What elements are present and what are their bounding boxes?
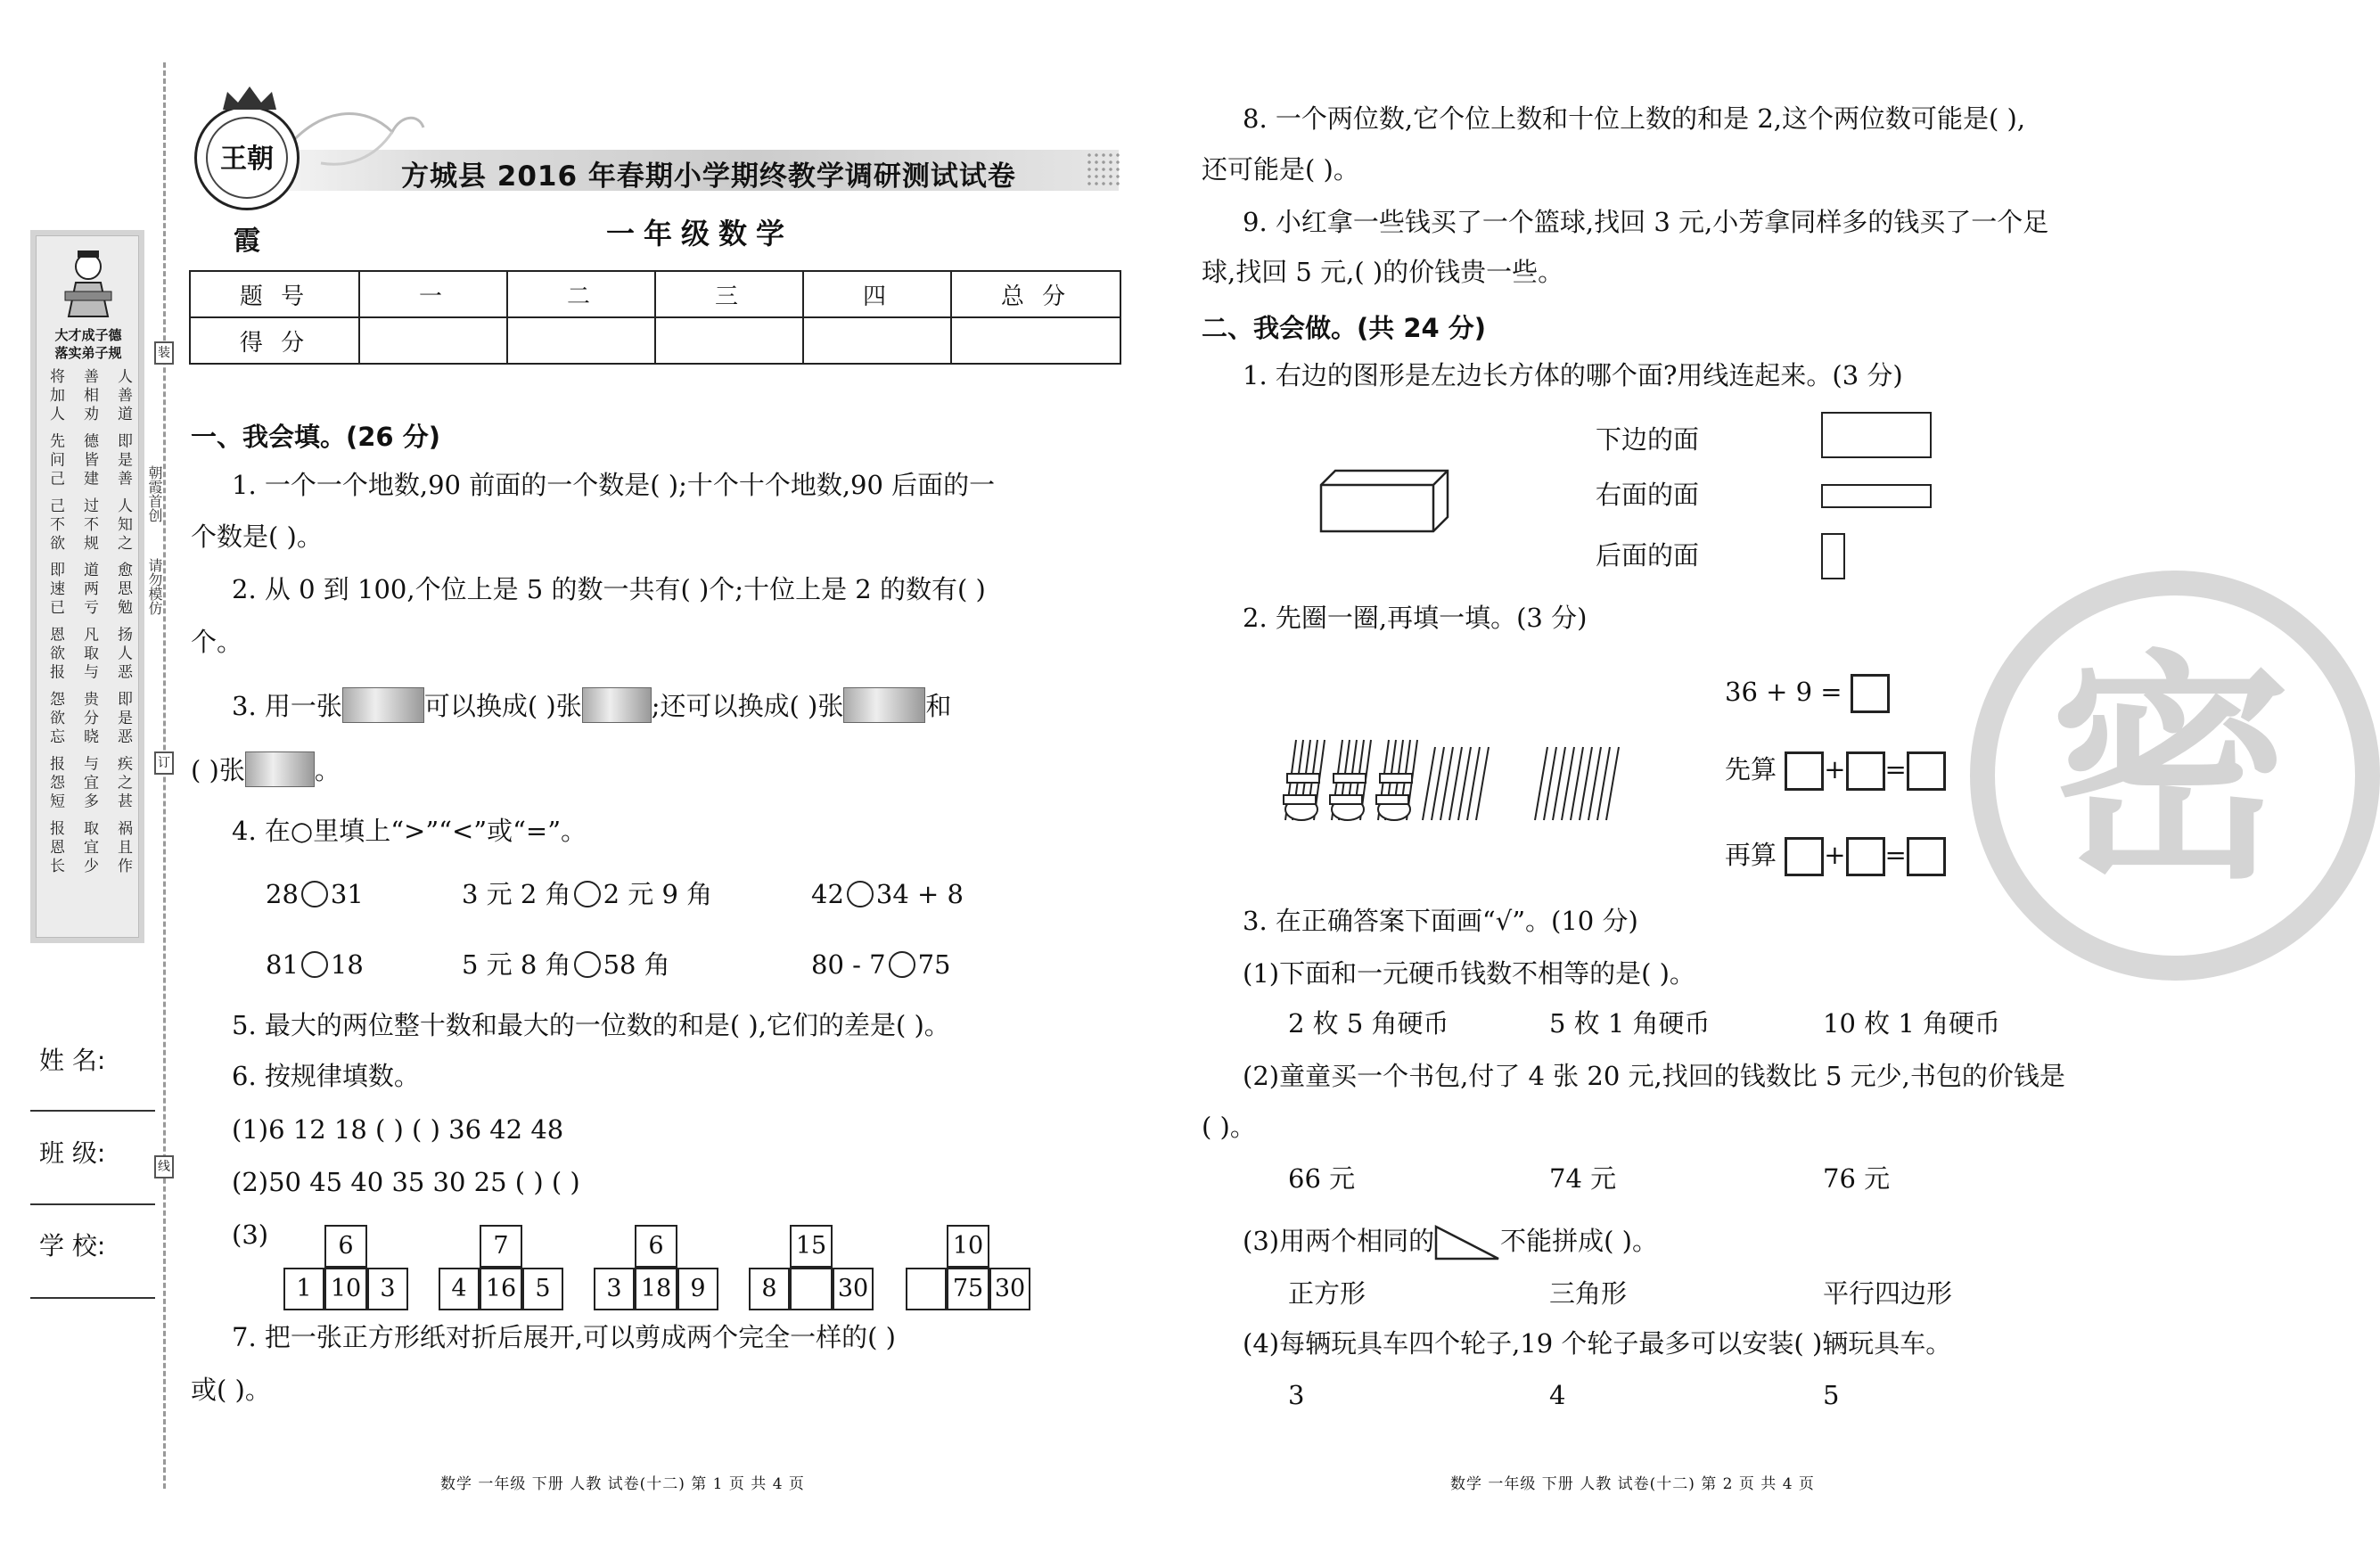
face-shape-tall-rect[interactable] (1821, 533, 1845, 579)
option[interactable]: 3 (1288, 1380, 1305, 1410)
pyramid-cell: 30 (989, 1268, 1030, 1310)
option[interactable]: 平行四边形 (1823, 1278, 1953, 1309)
p2-q1: 1. 右边的图形是左边长方体的哪个面?用线连起来。(3 分) (1243, 360, 1903, 390)
banknote-50-icon (342, 687, 424, 723)
sidebar-panel (30, 230, 144, 943)
score-header-cell: 题 号 (190, 271, 359, 317)
exam-subtitle: 一年级数学 (606, 217, 794, 250)
vertical-note-1: 朝霞首创 (146, 465, 163, 522)
score-input-cell[interactable] (803, 317, 951, 364)
answer-box[interactable] (1846, 751, 1885, 791)
banknote-10-icon (582, 687, 652, 723)
q6-seq2: (2)50 45 40 35 30 25 ( ) ( ) (232, 1167, 580, 1197)
q6-prompt: 6. 按规律填数。 (232, 1061, 420, 1091)
logo-text: 王朝霞 (206, 117, 288, 199)
binding-cut-line (163, 62, 166, 1489)
q4-prompt: 4. 在○里填上“>”“<”或“=”。 (232, 816, 587, 846)
compare-circle[interactable] (889, 951, 915, 978)
sidebar-title-1: 大才成子德 (54, 327, 122, 343)
answer-box[interactable] (1785, 837, 1824, 876)
pyramid-cell: 3 (367, 1268, 408, 1310)
scholar-figure-icon (62, 247, 115, 318)
score-label-cell: 得 分 (190, 317, 359, 364)
pyramid-top: 7 (480, 1225, 522, 1268)
compare-circle[interactable] (301, 881, 328, 907)
q1-line2: 个数是( )。 (191, 521, 323, 552)
q3-text-f: 。 (314, 755, 341, 785)
compare-circle[interactable] (574, 881, 601, 907)
score-table (189, 270, 1121, 365)
q9-line1: 9. 小红拿一些钱买了一个篮球,找回 3 元,小芳拿同样多的钱买了一个足 (1243, 207, 2049, 237)
pyramid-cell: 1 (283, 1268, 324, 1310)
score-input-cell[interactable] (655, 317, 803, 364)
q3-text-b: 可以换成( )张 (423, 691, 582, 721)
part1-heading: 一、我会填。(26 分) (191, 422, 440, 452)
q3-text-c: ;还可以换成( )张 (651, 691, 844, 721)
q6-seq3-label: (3) (232, 1219, 269, 1250)
pyramid-cell: 75 (947, 1268, 989, 1310)
q6-seq1: (1)6 12 18 ( ) ( ) 36 42 48 (232, 1114, 564, 1145)
option[interactable]: 5 (1823, 1380, 1840, 1410)
class-field[interactable] (30, 1203, 155, 1205)
q8-line2: 还可能是( )。 (1202, 154, 1359, 185)
score-input-cell[interactable] (951, 317, 1120, 364)
p2-q3-s2-line1: (2)童童买一个书包,付了 4 张 20 元,找回的钱数比 5 元少,书包的价钱是 (1243, 1061, 2065, 1091)
answer-box[interactable] (1846, 837, 1885, 876)
pyramid-top: 6 (324, 1225, 367, 1268)
pyramid-top: 15 (790, 1225, 833, 1268)
compare-circle[interactable] (301, 951, 328, 978)
pyramid-cell: 9 (677, 1268, 718, 1310)
option[interactable]: 10 枚 1 角硬币 (1823, 1008, 2001, 1039)
q3-text-d: 和 (925, 691, 952, 721)
binding-mark-ding: 订 (154, 751, 174, 775)
school-label: 学 校: (39, 1231, 106, 1260)
q3-line2 (191, 754, 341, 790)
compare-item: 28 31 (266, 879, 364, 909)
stick-bundles-figure (1275, 731, 1685, 829)
class-label: 班 级: (39, 1138, 106, 1168)
cuboid-figure (1317, 467, 1451, 537)
banknote-5-icon (245, 751, 315, 787)
title-band-dots (1086, 152, 1121, 187)
option[interactable]: 74 元 (1549, 1163, 1617, 1194)
pyramid-answer-cell[interactable] (790, 1268, 833, 1310)
second-step-row: 再算 + = (1725, 837, 1946, 876)
option[interactable]: 66 元 (1288, 1163, 1356, 1194)
pyramid-cell: 30 (833, 1268, 874, 1310)
answer-box[interactable] (1907, 837, 1946, 876)
watermark-seal-char: 密 (2050, 630, 2291, 911)
first-step-label: 先算 (1725, 754, 1777, 784)
q7-line1: 7. 把一张正方形纸对折后展开,可以剪成两个完全一样的( ) (232, 1322, 896, 1352)
pyramid-cell: 16 (480, 1268, 522, 1310)
school-field[interactable] (30, 1297, 155, 1299)
publisher-logo (194, 105, 300, 257)
face-label-back: 后面的面 (1596, 540, 1700, 571)
answer-box[interactable] (1907, 751, 1946, 791)
score-header-cell: 总 分 (951, 271, 1120, 317)
compare-item: 42 34 + 8 (811, 879, 964, 909)
footer-right: 数学 一年级 下册 人教 试卷(十二) 第 2 页 共 4 页 (1450, 1475, 1815, 1493)
name-label: 姓 名: (39, 1046, 106, 1075)
crown-icon (218, 85, 281, 111)
p2-q3-s3: (3)用两个相同的 不能拼成( )。 (1243, 1225, 1658, 1260)
compare-item: 81 18 (266, 949, 364, 980)
p2-q3: 3. 在正确答案下面画“√”。(10 分) (1243, 906, 1638, 936)
compare-item: 5 元 8 角 58 角 (462, 949, 670, 980)
part2-heading: 二、我会做。(共 24 分) (1202, 313, 1487, 343)
sidebar-maxims (44, 368, 135, 921)
vertical-note-2: 请勿模仿 (146, 558, 163, 615)
banknote-20-icon (843, 687, 925, 723)
face-label-bottom: 下边的面 (1596, 424, 1700, 455)
score-table-score-row (190, 317, 1120, 364)
pyramid-cell: 8 (749, 1268, 790, 1310)
pyramid-cell: 10 (324, 1268, 367, 1310)
footer-left: 数学 一年级 下册 人教 试卷(十二) 第 1 页 共 4 页 (440, 1475, 805, 1493)
q3-line1 (232, 690, 951, 726)
second-step-label: 再算 (1725, 840, 1777, 870)
compare-circle[interactable] (574, 951, 601, 978)
compare-item: 3 元 2 角 2 元 9 角 (462, 879, 713, 909)
exam-title: 方城县 2016 年春期小学期终教学调研测试试卷 (401, 160, 1016, 193)
answer-box[interactable] (1851, 674, 1890, 713)
q2-line2: 个。 (191, 627, 243, 657)
option[interactable]: 76 元 (1823, 1163, 1891, 1194)
pyramid-top: 6 (635, 1225, 677, 1268)
option[interactable]: 5 枚 1 角硬币 (1549, 1008, 1711, 1039)
pyramid-cell: 3 (594, 1268, 635, 1310)
pyramid-cell: 5 (522, 1268, 563, 1310)
score-input-cell[interactable] (507, 317, 655, 364)
binding-mark-xian: 线 (154, 1155, 174, 1178)
name-field[interactable] (30, 1110, 155, 1112)
first-step-row: 先算 + = (1725, 751, 1946, 791)
maxim-col-3: 人善道 即是善 人知之 愈思勉 扬人恶 即是恶 疾之甚 祸且作 (114, 368, 132, 876)
sidebar-title-2: 落实弟子规 (54, 345, 122, 361)
right-triangle-icon (1434, 1225, 1500, 1260)
score-header-cell: 二 (507, 271, 655, 317)
q3-text-e: ( )张 (191, 755, 245, 785)
score-input-cell[interactable] (359, 317, 507, 364)
compare-circle[interactable] (847, 881, 874, 907)
q9-line2: 球,找回 5 元,( )的价钱贵一些。 (1202, 257, 1564, 287)
q3-text-a: 3. 用一张 (232, 691, 342, 721)
option[interactable]: 2 枚 5 角硬币 (1288, 1008, 1449, 1039)
compare-item: 80 - 7 75 (811, 949, 951, 980)
face-shape-thin-rect[interactable] (1821, 484, 1932, 508)
score-header-cell: 四 (803, 271, 951, 317)
face-label-right: 右面的面 (1596, 480, 1700, 510)
p2-q3-s1: (1)下面和一元硬币钱数不相等的是( )。 (1243, 958, 1695, 989)
q1-line1: 1. 一个一个地数,90 前面的一个数是( );十个十个地数,90 后面的一 (232, 470, 996, 500)
binding-mark-zhuang: 装 (154, 341, 174, 365)
score-table-header-row (190, 271, 1120, 317)
pyramid-answer-cell[interactable] (906, 1268, 947, 1310)
pyramid-cell: 18 (635, 1268, 677, 1310)
q5: 5. 最大的两位整十数和最大的一位数的和是( ),它们的差是( )。 (232, 1010, 950, 1040)
q8-line1: 8. 一个两位数,它个位上数和十位上数的和是 2,这个两位数可能是( ), (1243, 103, 2026, 134)
p2-q3-s4: (4)每辆玩具车四个轮子,19 个轮子最多可以安装( )辆玩具车。 (1243, 1328, 1952, 1359)
maxim-col-1: 将加人 先问己 己不欲 即速已 恩欲报 怨欲忘 报怨短 报恩长 (46, 368, 64, 876)
pyramid-top: 10 (947, 1225, 989, 1268)
score-header-cell: 一 (359, 271, 507, 317)
score-header-cell: 三 (655, 271, 803, 317)
addition-equation: 36 + 9 = (1725, 674, 1890, 713)
q7-line2: 或( )。 (191, 1375, 271, 1405)
option[interactable]: 正方形 (1288, 1278, 1366, 1309)
q2-line1: 2. 从 0 到 100,个位上是 5 的数一共有( )个;十位上是 2 的数有( ) (232, 574, 986, 604)
maxim-col-2: 善相劝 德皆建 过不规 道两亏 凡取与 贵分晓 与宜多 取宜少 (80, 368, 98, 876)
p2-q3-s2-line2: ( )。 (1202, 1112, 1256, 1142)
pyramid-cell: 4 (439, 1268, 480, 1310)
face-shape-wide-rect[interactable] (1821, 412, 1932, 458)
p2-q2: 2. 先圈一圈,再填一填。(3 分) (1243, 603, 1588, 633)
option[interactable]: 4 (1549, 1380, 1566, 1410)
answer-box[interactable] (1785, 751, 1824, 791)
option[interactable]: 三角形 (1549, 1278, 1628, 1309)
